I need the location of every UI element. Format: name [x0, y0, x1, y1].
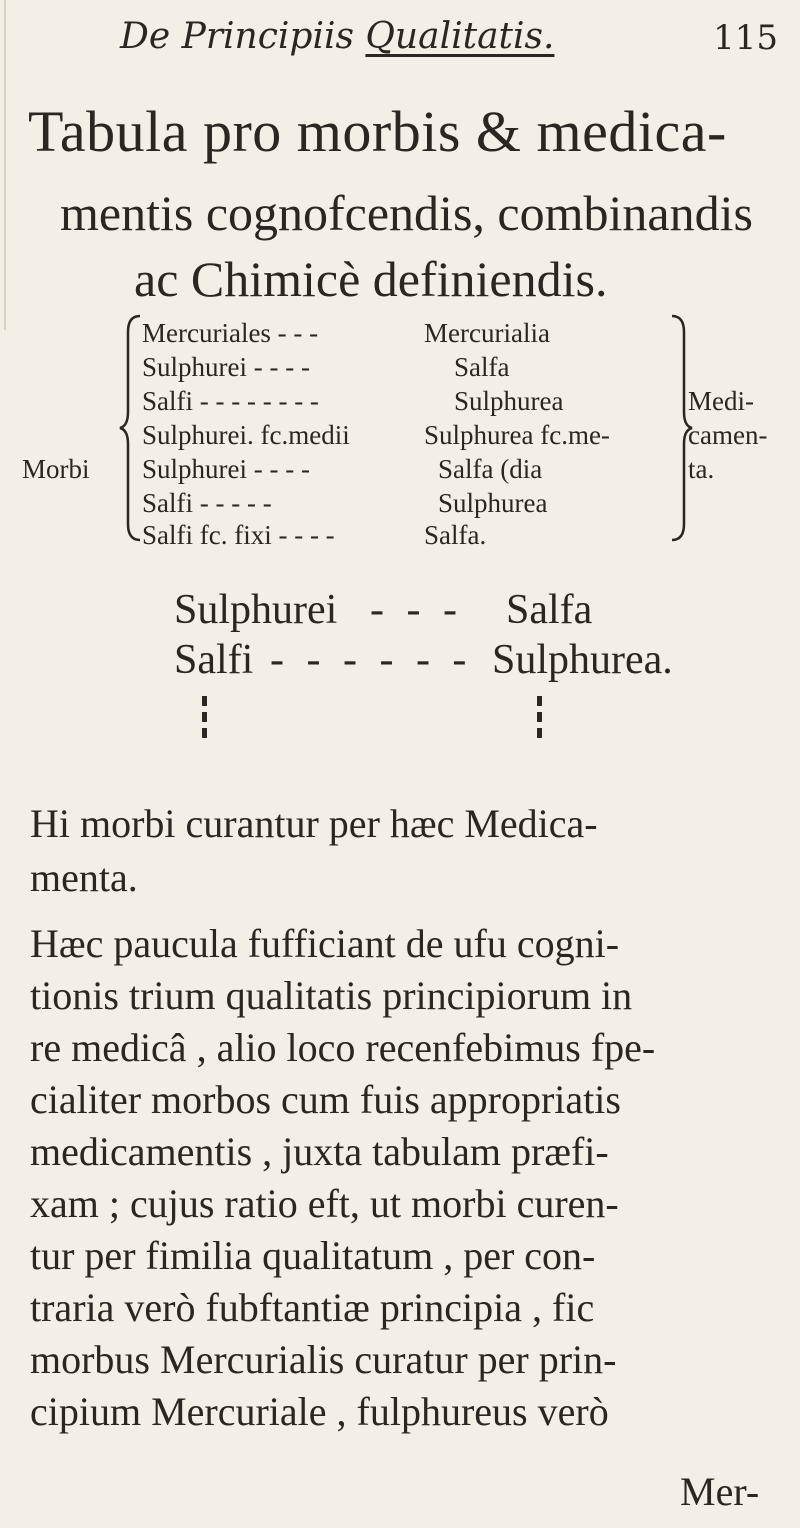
row-left: Sulphurei - - - - [142, 454, 310, 484]
row-right: Mercurialia [424, 318, 550, 348]
row-right: Sulphurea [454, 386, 564, 416]
body-line: cialiter morbos cum fuis appropriatis [30, 1077, 621, 1122]
group-right-line-3: ta. [688, 454, 715, 484]
title-line-3: ac Chimicè definiendis. [134, 251, 608, 307]
group-right-line-1: Medi- [688, 386, 754, 416]
row-right: Salfa. [424, 520, 487, 550]
left-brace-icon [118, 312, 144, 544]
row-right: Sulphurea fc.me- [424, 420, 610, 450]
body-line: Hi morbi curantur per hæc Medica- [30, 801, 598, 846]
body-line: re medicâ , alio loco recenfebimus fpe- [30, 1025, 656, 1070]
vertical-mark [202, 728, 207, 738]
vertical-mark [202, 696, 207, 706]
pair-dashes: - - - [370, 587, 463, 633]
page-number: 115 [713, 18, 778, 58]
row-left: Sulphurei. fc.medii [142, 420, 350, 450]
pair-list [0, 586, 800, 776]
body-line: cipium Mercuriale , fulphureus verò [30, 1389, 609, 1434]
running-title-b: Qualitatis. [365, 16, 555, 57]
title-line-2: mentis cognofcendis, combinandis [60, 185, 753, 241]
row-left: Mercuriales - - - [142, 318, 319, 348]
body-line: menta. [30, 855, 138, 900]
pair-right: Sulphurea. [492, 637, 673, 683]
running-title-a: De Principiis [120, 16, 366, 57]
running-header [0, 10, 800, 66]
vertical-mark [537, 696, 542, 706]
body-line: Hæc paucula fufficiant de ufu cogni- [30, 921, 620, 966]
row-right: Sulphurea [438, 488, 548, 518]
catchword: Mer- [680, 1469, 760, 1514]
pair-right: Salfa [506, 587, 593, 633]
row-left: Salfi - - - - - [142, 488, 272, 518]
body-line: morbus Mercurialis curatur per prin- [30, 1337, 617, 1382]
group-right-line-2: camen- [688, 420, 768, 450]
row-right: Salfa [454, 352, 510, 382]
row-left: Sulphurei - - - - [142, 352, 310, 382]
pair-left: Sulphurei [174, 587, 338, 633]
pair-dashes: - - - - - - [270, 637, 473, 683]
row-left: Salfi - - - - - - - - [142, 386, 319, 416]
title-line-1: Tabula pro morbis & medica- [28, 99, 727, 164]
body-line: xam ; cujus ratio eft, ut morbi curen- [30, 1181, 619, 1226]
vertical-mark [537, 712, 542, 722]
pair-left: Salfi [174, 637, 254, 683]
vertical-mark [537, 728, 542, 738]
vertical-mark [202, 712, 207, 722]
group-label-morbi: Morbi [22, 454, 90, 484]
body-line: traria verò fubftantiæ principia , fic [30, 1285, 595, 1330]
body-line: tionis trium qualitatis principiorum in [30, 973, 633, 1018]
body-line: medicamentis , juxta tabulam præfi- [30, 1129, 609, 1174]
classification-table [0, 312, 800, 552]
running-title [120, 16, 554, 57]
body-line: tur per fimilia qualitatum , per con- [30, 1233, 596, 1278]
row-right: Salfa (dia [438, 454, 543, 484]
row-left: Salfi fc. fixi - - - - [142, 520, 335, 550]
